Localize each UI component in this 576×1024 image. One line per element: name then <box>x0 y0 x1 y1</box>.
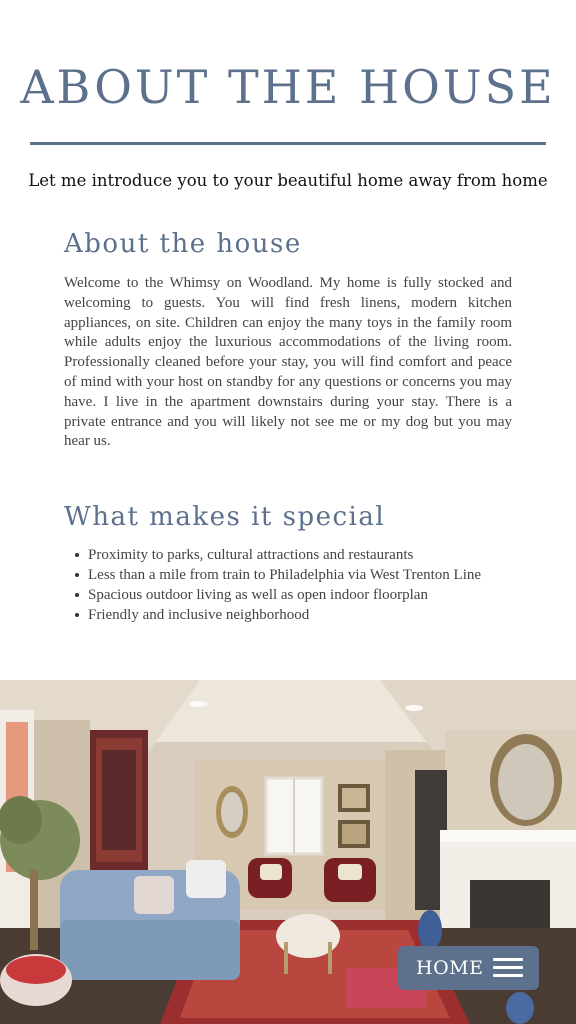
home-button[interactable] <box>398 946 539 990</box>
page-title: ABOUT THE HOUSE <box>20 60 556 114</box>
about-body-text: Welcome to the Whimsy on Woodland. My home is fully stocked and welcoming to guests. You will find fresh linens, modern kitchen appliances, on site. Children can enjoy the many toys in the family room while adults enjoy the luxurious accommodations of the living room. Professionally cleaned before your stay, you will find comfort and peace of mind with your host on standby for any questions or concerns you may have. I live in the apartment downstairs during your stay. There is a private entrance and you will likely not see me or my dog but you may hear us. <box>64 275 512 450</box>
page-subtitle: Let me introduce you to your beautiful home away from home <box>28 171 548 190</box>
feature-item: Spacious outdoor living as well as open indoor floorplan <box>88 585 481 605</box>
special-heading: What makes it special <box>64 502 386 532</box>
feature-list <box>88 545 481 625</box>
title-divider <box>30 142 546 145</box>
about-heading: About the house <box>64 229 302 259</box>
home-button-label: HOME <box>416 957 484 979</box>
feature-item: Less than a mile from train to Philadelphia via West Trenton Line <box>88 567 482 583</box>
feature-item: Proximity to parks, cultural attractions and restaurants <box>88 545 481 565</box>
hamburger-menu-icon <box>493 958 523 978</box>
feature-item: Friendly and inclusive neighborhood <box>88 605 481 625</box>
